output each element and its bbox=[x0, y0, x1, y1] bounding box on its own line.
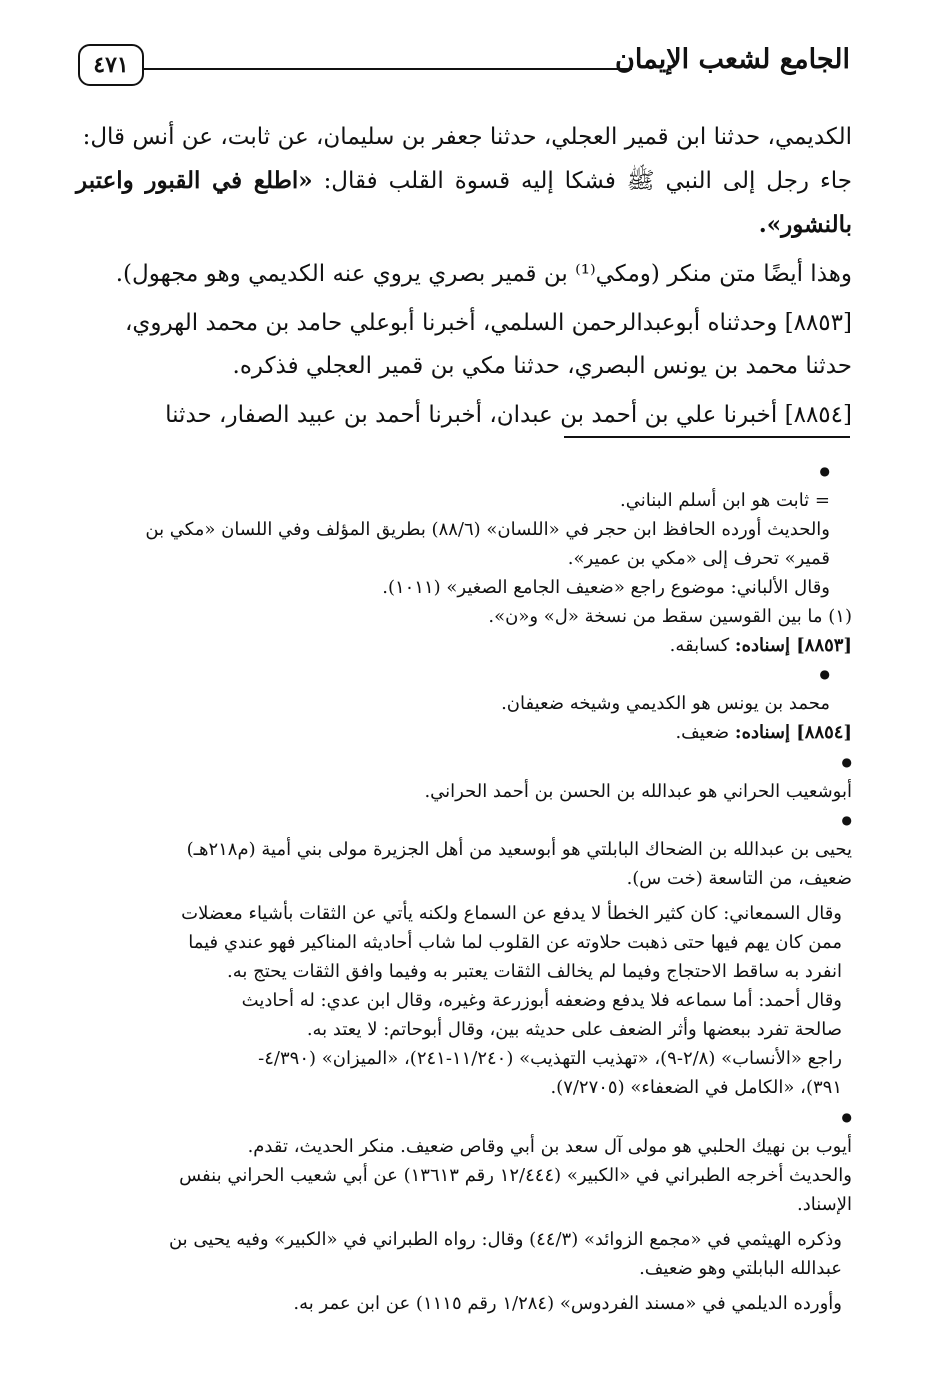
footnote-item bbox=[76, 899, 852, 986]
footnote-segment: ضعيف. bbox=[675, 722, 735, 743]
text-line: الكديمي، حدثنا ابن قمير العجلي، حدثنا جعفر بن سليمان، عن ثابت، عن أنس قال: bbox=[82, 124, 852, 150]
footnote-line: والحديث أخرجه الطبراني في «الكبير» (١٢/٤٤٤ رقم ١٣٦١٣) عن أبي شعيب الحراني بنفس bbox=[179, 1164, 852, 1186]
footnote-ref: [٨٨٥٤] إسناده: bbox=[734, 722, 852, 743]
paragraph-hadith bbox=[76, 116, 852, 247]
footnote-item bbox=[76, 456, 852, 515]
footnote-line: ● يحيى بن عبدالله بن الضحاك البابلتي هو أبوسعيد من أهل الجزيرة مولى بني أمية (م٢١٨هـ) bbox=[186, 839, 852, 860]
footnote-line: والحديث أورده الحافظ ابن حجر في «اللسان» (٨٨/٦) بطريق المؤلف وفي اللسان «مكي بن bbox=[145, 518, 830, 540]
footnote-item bbox=[76, 806, 852, 894]
footnote-line: ضعيف، من التاسعة (خت س). bbox=[626, 868, 852, 889]
footnote-line: ● أبوشعيب الحراني هو عبدالله بن الحسن بن أحمد الحراني. bbox=[424, 780, 852, 802]
footnote-line: الإسناد. bbox=[796, 1193, 852, 1215]
paragraph-comment bbox=[76, 253, 852, 296]
footnote-line bbox=[76, 631, 852, 660]
footnote-segment: كسابقه. bbox=[669, 634, 735, 656]
text-line bbox=[76, 159, 852, 247]
footnote-separator bbox=[564, 436, 850, 438]
footnote-line: وأورده الديلمي في «مسند الفردوس» (١/٢٨٤ رقم ١١١٥) عن ابن عمر به. bbox=[293, 1292, 842, 1314]
footnote-line: ● أيوب بن نهيك الحلبي هو مولى آل سعد بن أبي وقاص ضعيف. منكر الحديث، تقدم. bbox=[247, 1135, 852, 1157]
footnotes bbox=[76, 456, 852, 1318]
running-title: الجامع لشعب الإيمان bbox=[615, 44, 850, 75]
paragraph-8853 bbox=[76, 302, 852, 388]
text-segment: جاء رجل إلى النبي ﷺ فشكا إليه قسوة القلب فقال: bbox=[312, 168, 852, 194]
footnote-item bbox=[76, 573, 852, 602]
footnote-item bbox=[76, 747, 852, 806]
footnote-item bbox=[76, 986, 852, 1044]
footnote-line: وقال السمعاني: كان كثير الخطأ لا يدفع عن السماع ولكنه يأتي عن الثقات بأشياء معضلات bbox=[181, 903, 842, 924]
footnote-line: وقال الألباني: موضوع راجع «ضعيف الجامع الصغير» (١٠١١). bbox=[382, 576, 830, 598]
text-line bbox=[76, 394, 852, 437]
footnote-item bbox=[76, 1225, 852, 1283]
paragraph-8854 bbox=[76, 394, 852, 437]
footnote-line: ● = ثابت هو ابن أسلم البناني. bbox=[620, 489, 830, 511]
footnote-item bbox=[76, 515, 852, 573]
footnote-line: وذكره الهيثمي في «مجمع الزوائد» (٤٤/٣) وقال: رواه الطبراني في «الكبير» وفيه يحيى بن bbox=[168, 1228, 842, 1250]
text-segment: أخبرنا علي بن أحمد بن عبدان، أخبرنا أحمد بن عبيد الصفار، حدثنا bbox=[165, 402, 785, 428]
footnote-line: ● محمد بن يونس هو الكديمي وشيخه ضعيفان. bbox=[501, 693, 830, 714]
footnote-item bbox=[76, 631, 852, 660]
footnote-line: قمير» تحرف إلى «مكي بن عمير». bbox=[567, 547, 830, 569]
footnote-item bbox=[76, 1289, 852, 1318]
main-text bbox=[76, 116, 852, 443]
hadith-number: [٨٨٥٣] bbox=[784, 310, 852, 336]
footnote-line: انفرد به ساقط الاحتجاج وفيما لم يخالف الثقات يعتبر به وفيما وافق الثقات يحتج به. bbox=[227, 961, 842, 982]
text-line: وهذا أيضًا متن منكر (ومكي⁽¹⁾ بن قمير بصري يروي عنه الكديمي وهو مجهول). bbox=[115, 261, 852, 287]
header-rule bbox=[142, 68, 632, 70]
footnote-item bbox=[76, 602, 852, 631]
footnote-item bbox=[76, 1102, 852, 1161]
footnote-line: وقال أحمد: أما سماعه فلا يدفع وضعفه أبوزرعة وغيره، وقال ابن عدي: له أحاديث bbox=[241, 990, 842, 1011]
footnote-line: صالحة تفرد ببعضها وأثر الضعف على حديثه بين، وقال أبوحاتم: لا يعتد به. bbox=[306, 1019, 842, 1040]
footnote-line: ٣٩١)، «الكامل في الضعفاء» (٧/٢٧٠٥). bbox=[550, 1077, 842, 1098]
footnote-line: ممن كان يهم فيها حتى ذهبت حلاوته عن القلوب لما شاب أحاديثه المناكير فهو عندي فيما bbox=[188, 932, 842, 953]
hadith-quote: «اطلع في القبور واعتبر بالنشور». bbox=[76, 167, 852, 238]
text-segment: وحدثناه أبوعبدالرحمن السلمي، أخبرنا أبوعلي حامد بن محمد الهروي، bbox=[124, 310, 785, 336]
text-line: حدثنا محمد بن يونس البصري، حدثنا مكي بن قمير العجلي فذكره. bbox=[232, 353, 852, 379]
footnote-line: راجع «الأنساب» (٢/٨-٩)، «تهذيب التهذيب» (١١/٢٤٠-٢٤١)، «الميزان» (٤/٣٩٠- bbox=[258, 1048, 842, 1069]
footnote-line bbox=[76, 718, 852, 747]
footnote-item bbox=[76, 1161, 852, 1219]
page-header bbox=[78, 40, 850, 98]
hadith-number: [٨٨٥٤] bbox=[784, 402, 852, 428]
footnote-line: عبدالله البابلتي وهو ضعيف. bbox=[639, 1257, 842, 1279]
text-line bbox=[76, 302, 852, 345]
footnote-item bbox=[76, 660, 852, 719]
footnote-item bbox=[76, 718, 852, 747]
footnote-line: (١) ما بين القوسين سقط من نسخة «ل» و«ن». bbox=[488, 605, 852, 627]
footnote-ref: [٨٨٥٣] إسناده: bbox=[734, 634, 852, 656]
footnote-item bbox=[76, 1044, 852, 1102]
page-number: ٤٧١ bbox=[78, 44, 144, 86]
